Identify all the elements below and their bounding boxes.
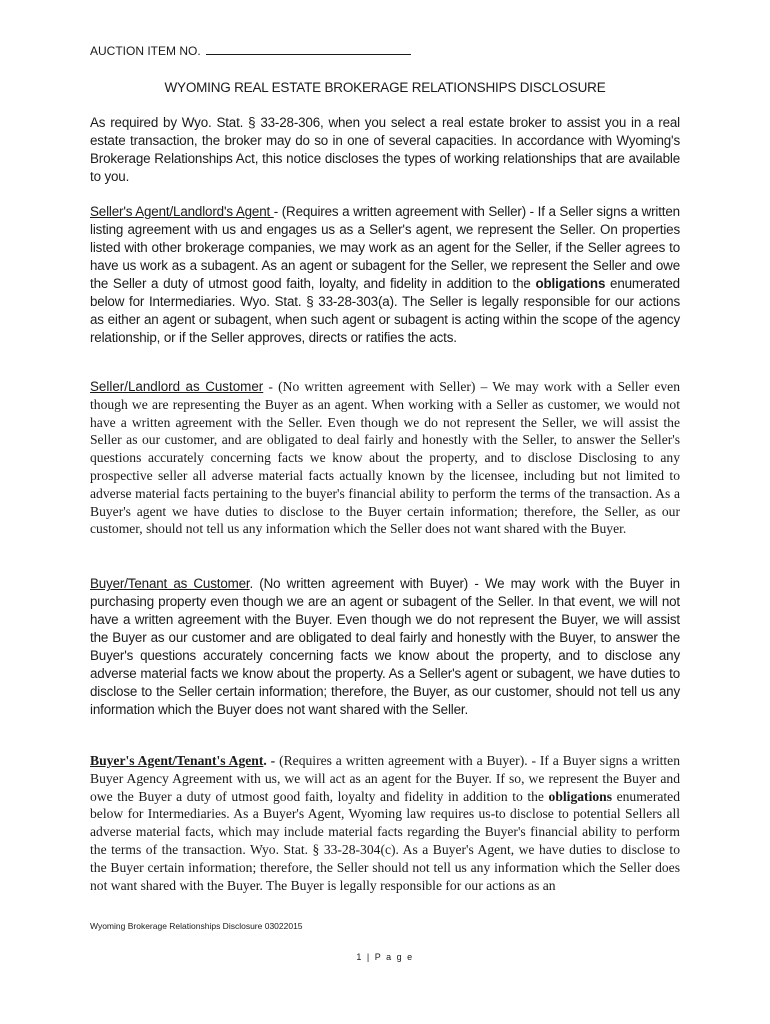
page-number [0, 952, 770, 962]
buyer-agent-text-b: enumerated below for Intermediaries. As a Buyer's Agent, Wyoming law requires us-to disclose to potential Sellers all adverse material facts, which may include material facts regarding the Buyer's financial ability to perform the terms of the transaction. Wyo. Stat. § 33-28-304(c). As a Buyer's Agent, we have duties to disclose to the Buyer certain information; therefore, the Seller should not tell us any information which the Seller does not want shared with the Buyer. The Buyer is legally responsible for our actions as an [90, 788, 680, 893]
seller-agent-dash: - [273, 204, 282, 219]
buyer-customer-period: . [249, 576, 254, 591]
form-identifier: Wyoming Brokerage Relationships Disclosure 03022015 [90, 921, 303, 931]
seller-agent-obligations: obligations [535, 276, 606, 291]
seller-agent-text-a: (Requires a written agreement with Seller) - If a Seller signs a written listing agreement with us and engages us as a Seller's agent, we represent the Seller. On properties listed with other brokerage companies, we may work as an agent for the Seller, if the Seller agrees to have us work as a subagent. As an agent or subagent for the Seller, we represent the Seller and owe the Seller a duty of utmost good faith, loyalty, and fidelity in addition to the [90, 204, 680, 291]
page-number-separator: | [362, 952, 375, 962]
page-number-value: 1 [356, 952, 363, 962]
seller-agent-section [90, 203, 680, 347]
auction-item-label: AUCTION ITEM NO. [90, 44, 201, 58]
seller-agent-heading: Seller's Agent/Landlord's Agent [90, 204, 274, 219]
buyer-agent-heading: Buyer's Agent/Tenant's Agent [90, 753, 264, 768]
buyer-agent-dash: . - [263, 753, 280, 768]
seller-customer-text: - (No written agreement with Seller) – We may work with a Seller even though we are representing the Buyer as an agent. When working with a Seller as customer, we would not have a written agreement with the Seller. Even though we do not represent the Seller, we will assist the Seller as our customer, and are obligated to deal fairly and honestly with the Seller, to answer the Seller's questions accurately concerning facts we know about the property, and to disclose Disclosing to any prospective seller all adverse material facts actually known by the licensee, including but not limited to adverse material facts pertaining to the buyer's financial ability to perform the terms of the transaction. As a Buyer's agent we have duties to disclose to the Buyer certain information; therefore, the Seller, as our customer, should not tell us any information which the Seller does not want shared with the Buyer. [90, 379, 681, 537]
seller-agent-text-b: enumerated below for Intermediaries. Wyo. Stat. § 33-28-303(a). The Seller is legally responsible for our actions as either an agent or subagent, when such agent or subagent is acting within the scope of the agency relationship, or if the Seller approves, directs or ratifies the acts. [90, 276, 680, 345]
seller-customer-heading: Seller/Landlord as Customer [90, 379, 264, 394]
auction-item-line [90, 44, 411, 58]
seller-customer-section [90, 378, 680, 538]
buyer-agent-section [90, 752, 680, 894]
buyer-customer-text: (No written agreement with Buyer) - We may work with the Buyer in purchasing property even though we are an agent or subagent of the Seller. In that event, we will not have a written agreement with the Buyer. Even though we do not represent the Buyer, we will assist the Buyer as our customer and are obligated to deal fairly and honestly with the Buyer, to answer the Buyer's questions accurately concerning facts we know about the property, and to disclose any adverse material facts we know about the property. As a Seller's agent or subagent, we have duties to disclose to the Seller certain information; therefore, the Buyer, as our customer, should not tell us any information which the Buyer does not want shared with the Seller. [90, 576, 680, 717]
buyer-agent-text-a: (Requires a written agreement with a Buyer). - If a Buyer signs a written Buyer Agency Agreement with us, we will act as an agent for the Buyer. If so, we represent the Buyer and owe the Buyer a duty of utmost good faith, loyalty and fidelity in addition to the [90, 753, 681, 804]
buyer-customer-section [90, 575, 680, 719]
buyer-customer-heading: Buyer/Tenant as Customer [90, 576, 250, 591]
page-number-word: P a g e [374, 952, 414, 962]
auction-item-blank [206, 45, 411, 55]
document-title: WYOMING REAL ESTATE BROKERAGE RELATIONSHIPS DISCLOSURE [164, 80, 606, 95]
intro-paragraph: As required by Wyo. Stat. § 33-28-306, when you select a real estate broker to assist you in a real estate transaction, the broker may do so in one of several capacities. In accordance with Wyoming's Brokerage Relationships Act, this notice discloses the types of working relationships that are available to you. [90, 115, 680, 184]
buyer-agent-obligations: obligations [548, 788, 613, 804]
